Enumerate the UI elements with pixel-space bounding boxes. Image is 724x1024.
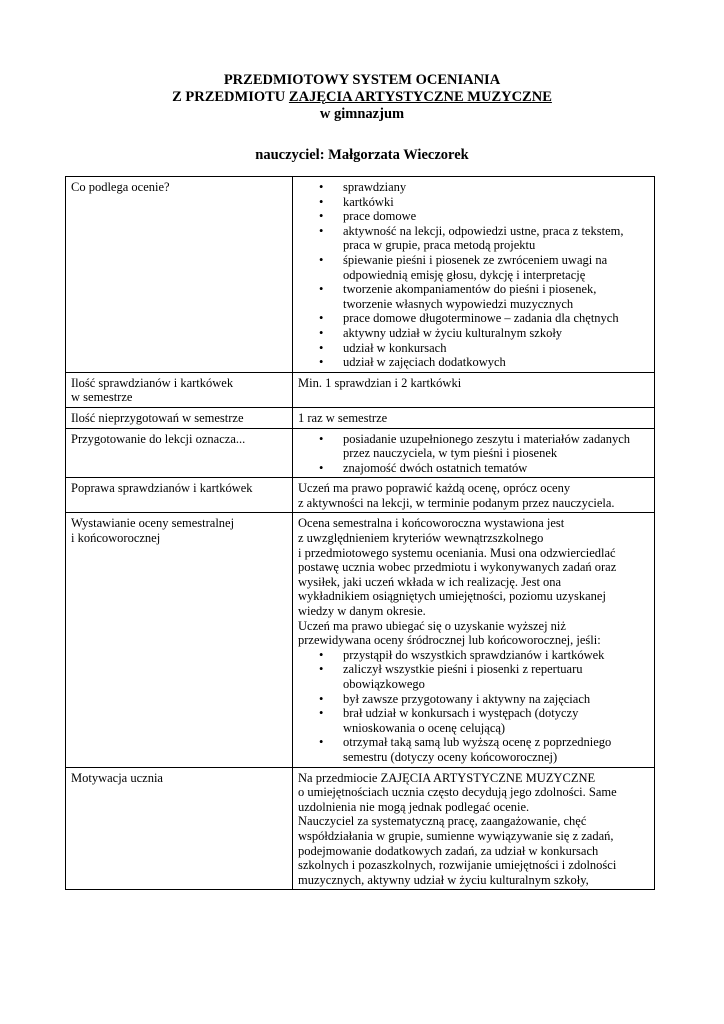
list-item: • był zawsze przygotowany i aktywny na zajęciach [343, 692, 650, 707]
list-item: • zaliczył wszystkie pieśni i piosenki z repertuaru obowiązkowego [343, 662, 650, 691]
bullet-list [298, 648, 650, 765]
list-item: • aktywny udział w życiu kulturalnym szkoły [343, 326, 650, 341]
list-item: • aktywność na lekcji, odpowiedzi ustne, praca z tekstem, praca w grupie, praca metodą projektu [343, 224, 650, 253]
title-prefix: Z PRZEDMIOTU [172, 89, 289, 105]
row-label: Poprawa sprawdzianów i kartkówek [66, 478, 293, 513]
title-line-3: w gimnazjum [319, 106, 405, 122]
row-label: Motywacja ucznia [66, 767, 293, 890]
row-label: Ilość sprawdzianów i kartkówek w semestrze [66, 372, 293, 407]
table-row-final-grade [66, 513, 655, 767]
row-value: 1 raz w semestrze [293, 407, 655, 428]
row-content [293, 767, 655, 890]
list-item: • prace domowe długoterminowe – zadania dla chętnych [343, 311, 650, 326]
list-item: • otrzymał taką samą lub wyższą ocenę z poprzedniego semestru (dotyczy oceny końcoworocznej) [343, 735, 650, 764]
bullet-list [298, 432, 650, 476]
row-content [293, 177, 655, 373]
row-content [293, 513, 655, 767]
row-label: Co podlega ocenie? [66, 177, 293, 373]
paragraph: Uczeń ma prawo ubiegać się o uzyskanie wyższej niż przewidywana oceny śródrocznej lub końcoworocznej, jeśli: [298, 618, 601, 648]
table-row-assessed [66, 177, 655, 373]
list-item: • kartkówki [343, 195, 650, 210]
row-content [293, 428, 655, 478]
table-row-test-count [66, 372, 655, 407]
paragraph: Na przedmiocie ZAJĘCIA ARTYSTYCZNE MUZYCZNE o umiejętnościach ucznia często decydują jego zdolności. Same uzdolnienia nie mogą jednak podlegać ocenie. [298, 770, 617, 814]
list-item: • śpiewanie pieśni i piosenek ze zwróceniem uwagi na odpowiednią emisję głosu, dykcję i interpretację [343, 253, 650, 282]
row-label: Przygotowanie do lekcji oznacza... [66, 428, 293, 478]
row-label: Ilość nieprzygotowań w semestrze [66, 407, 293, 428]
list-item: • znajomość dwóch ostatnich tematów [343, 461, 650, 476]
list-item: • prace domowe [343, 209, 650, 224]
teacher-name: nauczyciel: Małgorzata Wieczorek [255, 147, 469, 163]
table-row-unprepared [66, 407, 655, 428]
paragraph: Nauczyciel za systematyczną pracę, zaangażowanie, chęć współdziałania w grupie, sumienne wywiązywanie się z zadań, podejmowanie dodatkowych zadań, za udział w konkursach szkolnych i pozaszkolnych, rozwijanie umiejętności i zdolności muzycznych, aktywny udział w życiu kulturalnym szkoły, [298, 814, 617, 887]
title-line-1: PRZEDMIOTOWY SYSTEM OCENIANIA [223, 72, 501, 88]
list-item: • sprawdziany [343, 180, 650, 195]
title-line-2 [0, 89, 724, 106]
table-row-corrections [66, 478, 655, 513]
bullet-list [298, 180, 650, 370]
grading-table [65, 176, 655, 890]
table-row-preparation [66, 428, 655, 478]
row-value: Uczeń ma prawo poprawić każdą ocenę, oprócz oceny z aktywności na lekcji, w terminie podanym przez nauczyciela. [293, 478, 655, 513]
list-item: • tworzenie akompaniamentów do pieśni i piosenek, tworzenie własnych wypowiedzi muzycznych [343, 282, 650, 311]
subject-name: ZAJĘCIA ARTYSTYCZNE MUZYCZNE [288, 89, 552, 105]
list-item: • udział w zajęciach dodatkowych [343, 355, 650, 370]
row-value: Min. 1 sprawdzian i 2 kartkówki [293, 372, 655, 407]
list-item: • brał udział w konkursach i występach (dotyczy wnioskowania o ocenę celującą) [343, 706, 650, 735]
list-item: • przystąpił do wszystkich sprawdzianów i kartkówek [343, 648, 650, 663]
document-title [0, 72, 724, 123]
table-row-motivation [66, 767, 655, 890]
list-item: • udział w konkursach [343, 341, 650, 356]
list-item: • posiadanie uzupełnionego zeszytu i materiałów zadanych przez nauczyciela, w tym pieśni i piosenek [343, 432, 650, 461]
paragraph: Ocena semestralna i końcoworoczna wystawiona jest z uwzględnieniem kryteriów wewnątrzszkolnego i przedmiotowego systemu oceniania. Musi ona odzwierciedlać postawę ucznia wobec przedmiotu i wykonywanych zadań oraz wysiłek, jaki uczeń wkłada w ich realizację. Jest ona wykładnikiem osiągniętych umiejętności, poziomu uzyskanej wiedzy w danym okresie. [298, 516, 617, 619]
row-label: Wystawianie oceny semestralnej i końcoworocznej [66, 513, 293, 767]
